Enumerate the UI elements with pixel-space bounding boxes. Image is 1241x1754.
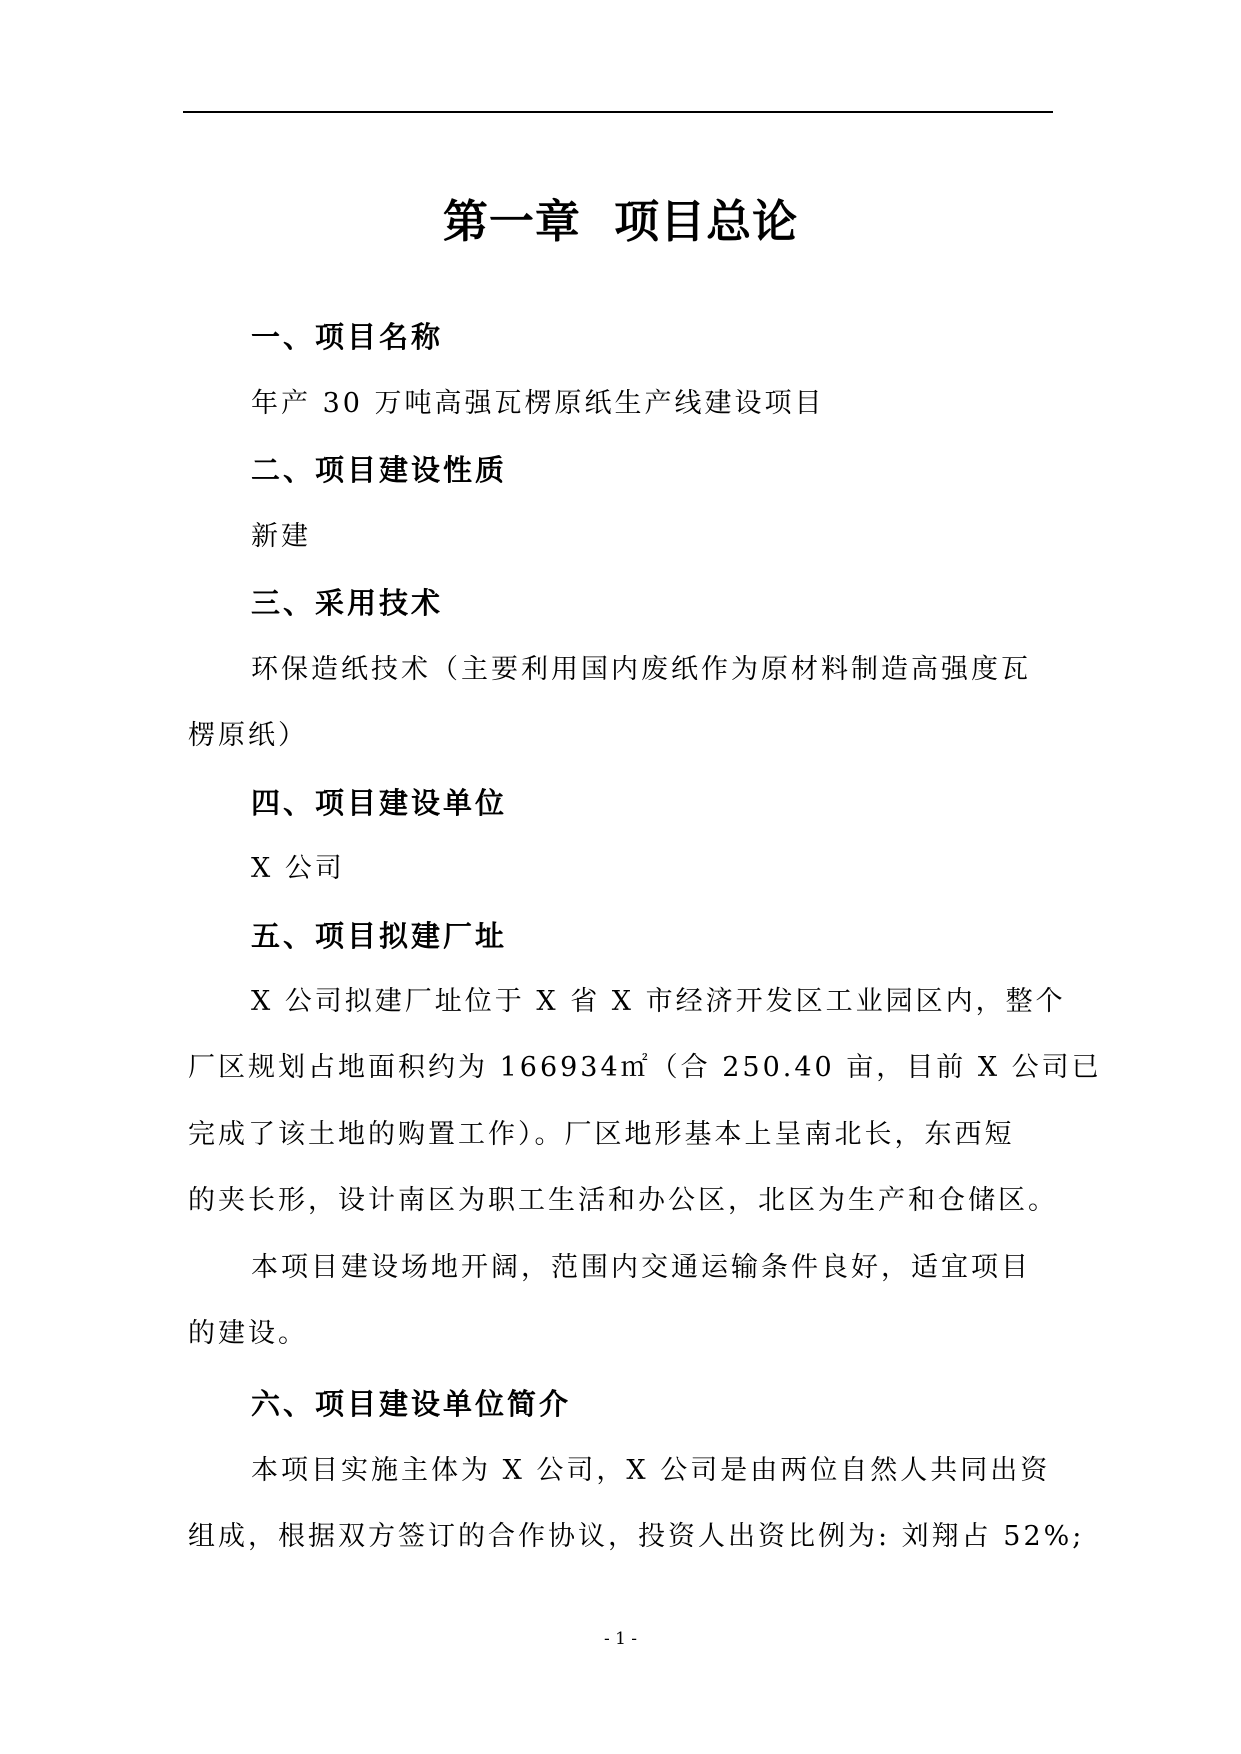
paragraph-line: 本项目建设场地开阔，范围内交通运输条件良好，适宜项目 xyxy=(251,1252,1031,1283)
paragraph-line: 楞原纸） xyxy=(188,720,308,751)
paragraph-line: 的建设。 xyxy=(188,1318,308,1349)
paragraph-line: X 公司 xyxy=(251,853,345,884)
paragraph-line: 环保造纸技术（主要利用国内废纸作为原材料制造高强度瓦 xyxy=(251,654,1031,685)
section-heading-site: 五、项目拟建厂址 xyxy=(251,919,508,953)
paragraph-line: 厂区规划占地面积约为 166934㎡（合 250.40 亩，目前 X 公司已 xyxy=(188,1052,1102,1083)
section-heading-project-name: 一、项目名称 xyxy=(251,320,444,354)
paragraph-line: 的夹长形，设计南区为职工生活和办公区，北区为生产和仓储区。 xyxy=(188,1185,1058,1216)
chapter-title: 第一章 项目总论 xyxy=(442,195,799,248)
paragraph-line: X 公司拟建厂址位于 X 省 X 市经济开发区工业园区内，整个 xyxy=(251,986,1066,1017)
paragraph-line: 新建 xyxy=(251,521,311,552)
paragraph-line: 组成，根据双方签订的合作协议，投资人出资比例为: 刘翔占 52%; xyxy=(188,1521,1085,1552)
section-heading-technology: 三、采用技术 xyxy=(251,586,444,620)
header-rule xyxy=(183,111,1053,113)
section-heading-construction-nature: 二、项目建设性质 xyxy=(251,453,508,487)
paragraph-line: 完成了该土地的购置工作）。厂区地形基本上呈南北长，东西短 xyxy=(188,1119,1015,1150)
section-heading-unit-profile: 六、项目建设单位简介 xyxy=(251,1387,572,1421)
paragraph-line: 年产 30 万吨高强瓦楞原纸生产线建设项目 xyxy=(251,388,825,419)
page-number: - 1 - xyxy=(603,1629,638,1649)
section-heading-construction-unit: 四、项目建设单位 xyxy=(251,786,508,820)
paragraph-line: 本项目实施主体为 X 公司，X 公司是由两位自然人共同出资 xyxy=(251,1455,1051,1486)
